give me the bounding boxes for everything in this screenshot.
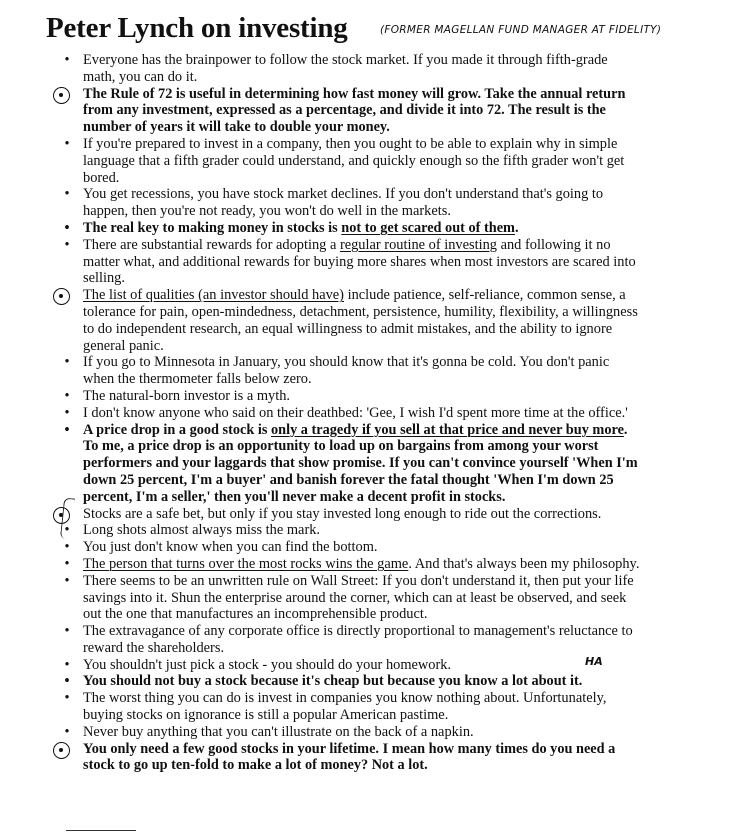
quote-list (0, 52, 735, 774)
bullet-icon: • (64, 236, 70, 253)
item-text: . (514, 219, 519, 236)
circled-bullet-icon (53, 87, 70, 104)
circled-bullet-icon (53, 288, 70, 305)
list-item (0, 405, 643, 422)
item-text: include patience, self-reliance, common sense, a tolerance for pain, open-mindedness, detachment, persistence, humility, flexibility, a willingness to do independent research, an equal willingness to admit mistakes, and the ability to ignore general panic. (83, 287, 638, 354)
item-text: The natural-born investor is a myth. (83, 387, 291, 404)
underlined-text: only a tragedy if you sell at that price and never buy more (271, 421, 624, 438)
list-item (0, 556, 643, 573)
list-item (0, 539, 643, 556)
bullet-icon: • (64, 673, 70, 690)
bullet-icon: • (64, 52, 70, 68)
item-text: Never buy anything that you can't illustrate on the back of a napkin. (83, 723, 474, 740)
bullet-icon: • (64, 539, 70, 556)
item-text: If you're prepared to invest in a company, then you ought to be able to explain why in simple language that a fifth grader could understand, and quickly enough so the fifth grader won't get bored. (83, 135, 625, 186)
bottom-rule (66, 830, 136, 831)
bullet-icon: • (64, 421, 70, 438)
list-item (0, 237, 643, 287)
bullet-icon: • (64, 690, 70, 707)
bullet-icon: • (64, 572, 70, 589)
bullet-icon: • (64, 387, 70, 404)
item-text: and following it no matter what, and additional rewards for buying more shares when most investors are scared into selling. (83, 236, 636, 287)
item-text: The Rule of 72 is useful in determining how fast money will grow. Take the annual return from any investment, expressed as a percentage, and divide it into 72. The result is the number of years it will take to double your money. (83, 85, 626, 136)
bullet-icon: • (64, 656, 70, 673)
underlined-text: regular routine of investing (339, 236, 497, 253)
list-item (0, 186, 643, 220)
list-item (0, 52, 643, 86)
list-item (0, 690, 643, 724)
handwritten-note: (FORMER MAGELLAN FUND MANAGER AT FIDELITY) (380, 24, 662, 36)
list-item (0, 422, 643, 506)
list-item (0, 86, 643, 136)
list-item (0, 287, 643, 354)
list-item (0, 136, 643, 186)
item-text: A price drop in a good stock is (83, 421, 272, 438)
item-text: If you go to Minnesota in January, you should know that it's gonna be cold. You don't panic when the thermometer falls below zero. (83, 354, 610, 388)
item-text: There seems to be an unwritten rule on Wall Street: If you don't understand it, then put your life savings into it. Shun the enterprise around the corner, which can at least be observed, and seek out the one that manufactures an incomprehensible product. (83, 572, 634, 623)
bullet-icon: • (64, 219, 70, 236)
item-text: . And that's always been my philosophy. (408, 555, 640, 572)
list-item (0, 657, 643, 674)
circled-bullet-icon (53, 742, 70, 759)
list-item (0, 724, 643, 741)
list-item (0, 354, 643, 388)
bullet-icon: • (64, 186, 70, 203)
item-text: Long shots almost always miss the mark. (83, 522, 321, 539)
item-text: Everyone has the brainpower to follow the stock market. If you made it through fifth-grade math, you can do it. (83, 52, 608, 85)
bullet-icon: • (64, 555, 70, 572)
list-item (0, 388, 643, 405)
bullet-icon: • (64, 354, 70, 371)
bullet-icon: • (64, 404, 70, 421)
item-text: You shouldn't just pick a stock - you should do your homework. (83, 656, 452, 673)
item-text: Stocks are a safe bet, but only if you stay invested long enough to ride out the corrections. (83, 505, 602, 522)
underlined-text: The person that turns over the most rocks wins the game (83, 555, 409, 572)
bullet-icon: • (64, 135, 70, 152)
list-item (0, 220, 643, 237)
list-item (0, 506, 643, 523)
underlined-text: not to get scared out of them (341, 219, 515, 236)
item-text: I don't know anyone who said on their deathbed: 'Gee, I wish I'd spent more time at the office.' (83, 404, 628, 421)
bullet-icon: • (64, 723, 70, 740)
bullet-icon: • (64, 522, 70, 539)
item-text: You just don't know when you can find the bottom. (83, 539, 378, 556)
item-text: You get recessions, you have stock market declines. If you don't understand that's going to happen, then you're not ready, you won't do well in the markets. (83, 186, 604, 220)
page-title: Peter Lynch on investing (46, 12, 348, 44)
header (46, 12, 726, 52)
item-text: The worst thing you can do is invest in companies you know nothing about. Unfortunately, buying stocks on ignorance is still a popular American pastime. (83, 690, 607, 724)
list-item (0, 673, 643, 690)
list-item (0, 623, 643, 657)
list-item (0, 573, 643, 623)
item-text: There are substantial rewards for adopting a (83, 236, 340, 253)
item-text: You only need a few good stocks in your lifetime. I mean how many times do you need a stock to go up ten-fold to make a lot of money? Not a lot. (83, 740, 616, 774)
bullet-icon: • (64, 623, 70, 640)
item-text: . To me, a price drop is an opportunity to load up on bargains from among your worst performers and your laggards that show promise. If you can't convince yourself 'When I'm down 25 percent, I'm a buyer' and banish forever the fatal thought 'When I'm down 25 percent, I'm a seller,' then you'll never make a decent profit in stocks. (83, 421, 638, 505)
handwritten-ha: HA (585, 655, 603, 668)
list-item (0, 741, 643, 775)
underlined-text: The list of qualities (an investor should have) (83, 287, 344, 304)
item-text: You should not buy a stock because it's cheap but because you know a lot about it. (83, 673, 583, 690)
item-text: The extravagance of any corporate office is directly proportional to management's reluctance to reward the shareholders. (83, 623, 633, 656)
list-item (0, 522, 643, 539)
item-text: The real key to making money in stocks is (83, 219, 342, 236)
